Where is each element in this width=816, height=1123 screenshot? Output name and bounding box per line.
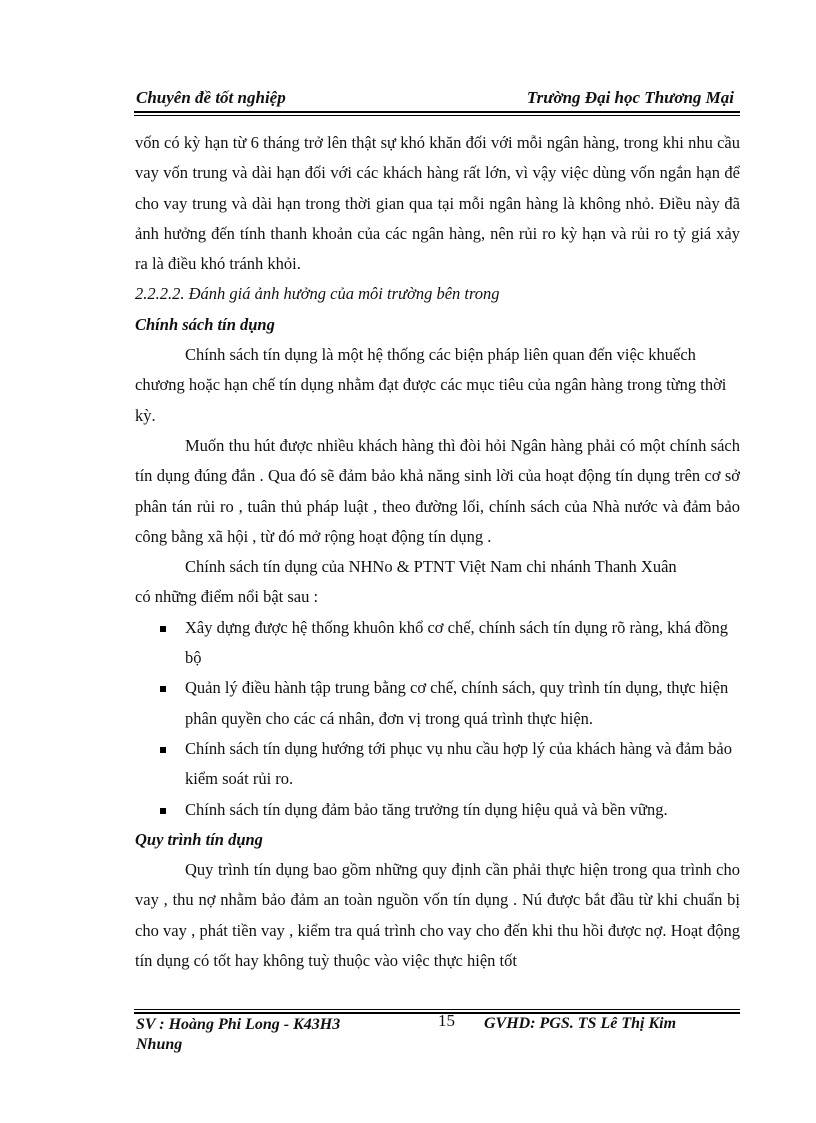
list-item — [135, 795, 740, 825]
header-rule-thin — [134, 115, 740, 116]
paragraph-branch-policy-line1: Chính sách tín dụng của NHNo & PTNT Việt Nam chi nhánh Thanh Xuân — [185, 557, 677, 577]
paragraph-credit-process: Quy trình tín dụng bao gồm những quy định cần phải thực hiện trong qua trình cho vay , thu nợ nhằm bảo đảm an toàn nguồn vốn tín dụng . Nú được bắt đầu từ khi chuẩn bị cho vay , phát tiền vay , kiểm tra quá trình cho vay cho đến khi thu hồi được nợ. Hoạt động tín dụng có tốt hay không tuỳ thuộc vào việc thực hiện tốt — [135, 860, 740, 971]
list-item-text: Xây dựng được hệ thống khuôn khổ cơ chế, chính sách tín dụng rõ ràng, khá đồng bộ — [185, 617, 729, 668]
heading-credit-policy: Chính sách tín dụng — [135, 314, 275, 334]
list-item — [135, 673, 740, 734]
paragraph-credit-policy-definition: Chính sách tín dụng là một hệ thống các biện pháp liên quan đến việc khuếch chương hoặc hạn chế tín dụng nhằm đạt được các mục tiêu của ngân hàng trong từng thời kỳ. — [135, 345, 727, 425]
section-title: 2.2.2.2. Đánh giá ảnh hưởng của môi trường bên trong — [135, 284, 500, 304]
footer-student-name: SV : Hoàng Phi Long - K43H3 — [136, 1016, 341, 1033]
footer-advisor-continuation: Nhung — [136, 1036, 183, 1053]
paragraph-credit-policy-importance: Muốn thu hút được nhiều khách hàng thì đòi hỏi Ngân hàng phải có một chính sách tín dụng đúng đắn . Qua đó sẽ đảm bảo khả năng sinh lời của hoạt động tín dụng trên cơ sở phân tán rủi ro , tuân thủ pháp luật , theo đường lối, chính sách của Nhà nước và đảm bảo công bằng xã hội , từ đó mở rộng hoạt động tín dụng . — [135, 435, 740, 546]
footer-rule-thin — [134, 1009, 740, 1010]
bullet-list — [135, 613, 740, 825]
footer-student — [136, 1015, 340, 1055]
list-item — [135, 734, 740, 795]
footer-advisor: GVHD: PGS. TS Lê Thị Kim — [484, 1015, 677, 1032]
heading-credit-process: Quy trình tín dụng — [135, 829, 263, 849]
square-bullet-icon — [160, 808, 166, 814]
page-body — [135, 128, 740, 976]
square-bullet-icon — [160, 747, 166, 753]
list-item-text: Chính sách tín dụng hướng tới phục vụ nhu cầu hợp lý của khách hàng và đảm bảo kiểm soát rủi ro. — [185, 738, 732, 789]
header-rule-thick — [134, 111, 740, 113]
square-bullet-icon — [160, 686, 166, 692]
header-university-name: Trường Đại học Thương Mại — [526, 88, 734, 107]
paragraph-continuation: vốn có kỳ hạn từ 6 tháng trở lên thật sự khó khăn đối với mỗi ngân hàng, trong khi nhu cầu vay vốn trung và dài hạn đối với các khách hàng rất lớn, vì vậy việc dùng vốn ngắn hạn để cho vay trung và dài hạn trong thời gian qua tại mỗi ngân hàng là không nhỏ. Điều này đã ảnh hưởng đến tính thanh khoản của các ngân hàng, nên rủi ro kỳ hạn và rủi ro tỷ giá xảy ra là điều khó tránh khỏi. — [135, 133, 740, 274]
square-bullet-icon — [160, 626, 166, 632]
list-item-text: Quản lý điều hành tập trung bằng cơ chế, chính sách, quy trình tín dụng, thực hiện phân quyền cho các cá nhân, đơn vị trong quá trình thực hiện. — [185, 678, 729, 728]
list-item-text: Chính sách tín dụng đảm bảo tăng trưởng tín dụng hiệu quả và bền vững. — [185, 799, 668, 819]
header-document-title: Chuyên đề tốt nghiệp — [136, 88, 286, 107]
page-number: 15 — [438, 1011, 455, 1030]
footer-rule-thick — [134, 1012, 740, 1014]
list-item — [135, 613, 740, 674]
paragraph-branch-policy-line2: có những điểm nổi bật sau : — [135, 587, 319, 607]
